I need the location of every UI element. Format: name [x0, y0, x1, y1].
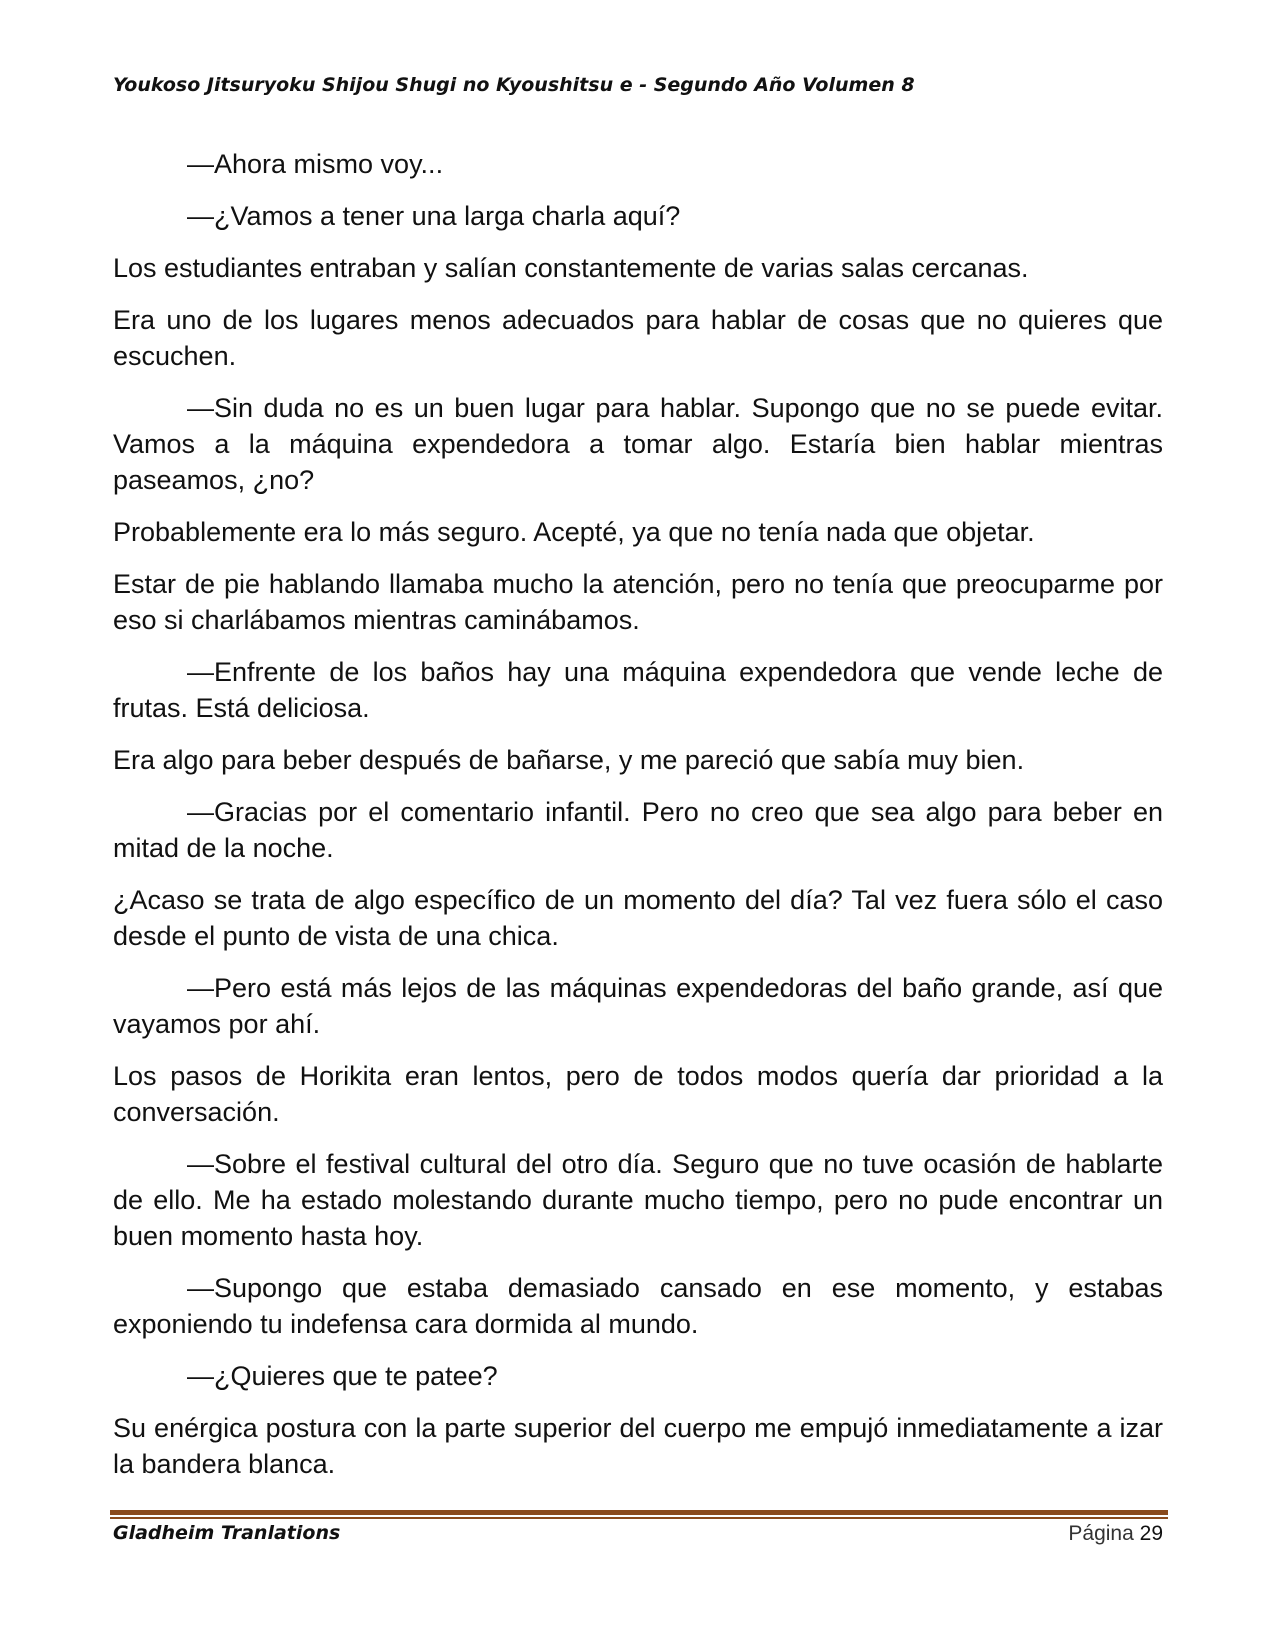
page-label: Página — [1068, 1522, 1134, 1545]
paragraph-dialog: —¿Vamos a tener una larga charla aquí? — [187, 201, 681, 231]
paragraph-narration: Su enérgica postura con la parte superior del cuerpo me empujó inmediatamente a izar la bandera blanca. — [113, 1413, 1163, 1479]
paragraph-dialog: —Ahora mismo voy... — [187, 149, 444, 179]
page-number: 29 — [1139, 1522, 1163, 1545]
paragraph-narration: Era algo para beber después de bañarse, y me pareció que sabía muy bien. — [113, 745, 1025, 775]
paragraph-dialog: —Pero está más lejos de las máquinas expendedoras del baño grande, así que vayamos por ahí. — [113, 973, 1163, 1039]
paragraph-dialog: —Supongo que estaba demasiado cansado en ese momento, y estabas exponiendo tu indefensa cara dormida al mundo. — [113, 1273, 1163, 1339]
footer-divider-thin — [110, 1517, 1168, 1519]
paragraph-narration: Los estudiantes entraban y salían constantemente de varias salas cercanas. — [113, 253, 1029, 283]
paragraph-narration: Era uno de los lugares menos adecuados para hablar de cosas que no quieres que escuchen. — [113, 305, 1163, 371]
paragraph-narration: ¿Acaso se trata de algo específico de un momento del día? Tal vez fuera sólo el caso desde el punto de vista de una chica. — [113, 885, 1163, 951]
running-header: Youkoso Jitsuryoku Shijou Shugi no Kyoushitsu e - Segundo Año Volumen 8 — [113, 74, 915, 96]
paragraph-dialog: —Enfrente de los baños hay una máquina expendedora que vende leche de frutas. Está deliciosa. — [113, 657, 1163, 723]
paragraph-dialog: —Sin duda no es un buen lugar para hablar. Supongo que no se puede evitar. Vamos a la máquina expendedora a tomar algo. Estaría bien hablar mientras paseamos, ¿no? — [113, 393, 1163, 495]
paragraph-dialog: —¿Quieres que te patee? — [187, 1361, 498, 1391]
paragraph-narration: Estar de pie hablando llamaba mucho la atención, pero no tenía que preocuparme por eso si charlábamos mientras caminábamos. — [113, 569, 1163, 635]
paragraph-narration: Probablemente era lo más seguro. Acepté, ya que no tenía nada que objetar. — [113, 517, 1035, 547]
page-number-block — [1068, 1522, 1163, 1546]
footer-credit: Gladheim Tranlations — [113, 1522, 341, 1544]
paragraph-dialog: —Gracias por el comentario infantil. Pero no creo que sea algo para beber en mitad de la noche. — [113, 797, 1163, 863]
paragraph-narration: Los pasos de Horikita eran lentos, pero de todos modos quería dar prioridad a la conversación. — [113, 1061, 1163, 1127]
footer-divider — [110, 1510, 1168, 1520]
footer-divider-thick — [110, 1510, 1168, 1515]
page-body — [113, 146, 1163, 1498]
paragraph-dialog: —Sobre el festival cultural del otro día. Seguro que no tuve ocasión de hablarte de ello. Me ha estado molestando durante mucho tiempo, pero no pude encontrar un buen momento hasta hoy. — [113, 1149, 1163, 1251]
